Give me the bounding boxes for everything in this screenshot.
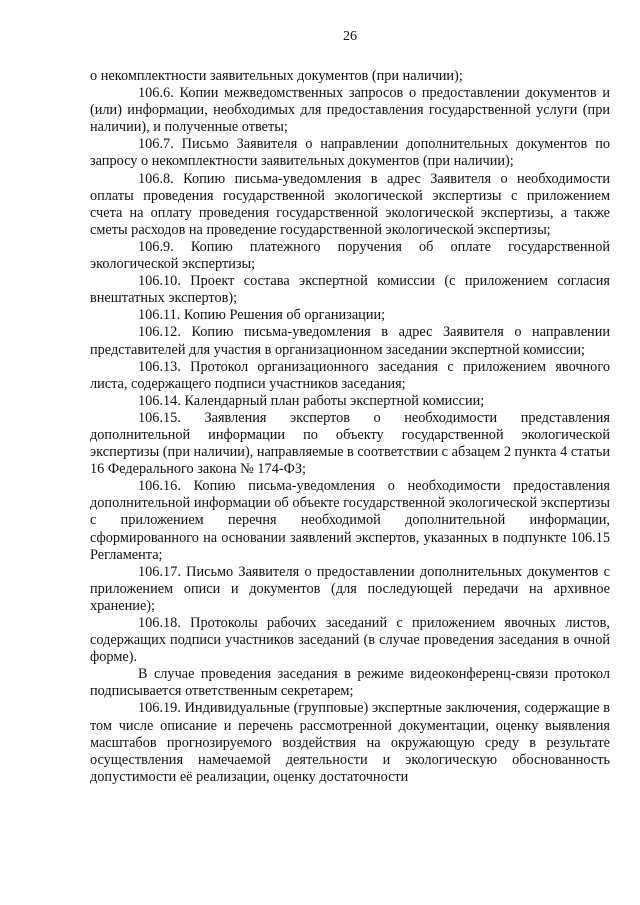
page-number: 26 (343, 29, 357, 44)
document-body (90, 68, 610, 786)
paragraph: 106.12. Копию письма-уведомления в адрес Заявителя о направлении представителей для участия в организационном заседании экспертной комиссии; (90, 324, 610, 358)
paragraph: 106.6. Копии межведомственных запросов о предоставлении документов и (или) информации, необходимых для предоставления государственной услуги (при наличии), и полученные ответы; (90, 85, 610, 136)
paragraph: 106.19. Индивидуальные (групповые) экспертные заключения, содержащие в том числе описание и перечень рассмотренной документации, оценку выявления масштабов прогнозируемого воздействия на окружающую среду в результате осуществления намечаемой деятельности и экологическую обоснованность допустимости её реализации, оценку достаточности (90, 700, 610, 785)
paragraph: 106.11. Копию Решения об организации; (138, 307, 386, 324)
paragraph: о некомплектности заявительных документов (при наличии); (90, 68, 463, 84)
paragraph: 106.10. Проект состава экспертной комиссии (с приложением согласия внештатных экспертов); (90, 273, 610, 307)
paragraph: 106.18. Протоколы рабочих заседаний с приложением явочных листов, содержащих подписи участников заседаний (в случае проведения заседания в очной форме). (90, 615, 610, 666)
paragraph: 106.16. Копию письма-уведомления о необходимости предоставления дополнительной информации об объекте государственной экологической экспертизы с приложением перечня необходимой дополнительной информации, сформированного на основании заявлений экспертов, указанных в подпункте 106.15 Регламента; (90, 478, 610, 563)
paragraph: 106.14. Календарный план работы экспертной комиссии; (138, 392, 485, 409)
paragraph: 106.8. Копию письма-уведомления в адрес Заявителя о необходимости оплаты проведения государственной экологической экспертизы с приложением счета на оплату проведения государственной экологической экспертизы, а также сметы расходов на проведение государственной экологической экспертизы; (90, 170, 610, 238)
paragraph: 106.17. Письмо Заявителя о предоставлении дополнительных документов с приложением описи и документов (для последующей передачи на архивное хранение); (90, 563, 610, 614)
paragraph: 106.15. Заявления экспертов о необходимости представления дополнительной информации по объекту государственной экологической экспертизы (при наличии), направляемые в соответствии с абзацем 2 пункта 4 статьи 16 Федерального закона № 174-ФЗ; (90, 409, 610, 478)
paragraph: 106.9. Копию платежного поручения об оплате государственной экологической экспертизы; (90, 238, 610, 273)
paragraph: 106.13. Протокол организационного заседания с приложением явочного листа, содержащего подписи участников заседания; (90, 358, 610, 392)
document-page (90, 28, 610, 786)
paragraph: 106.7. Письмо Заявителя о направлении дополнительных документов по запросу о некомплектности заявительных документов (при наличии); (90, 136, 610, 170)
paragraph: В случае проведения заседания в режиме видеоконференц-связи протокол подписывается ответственным секретарем; (90, 666, 610, 700)
